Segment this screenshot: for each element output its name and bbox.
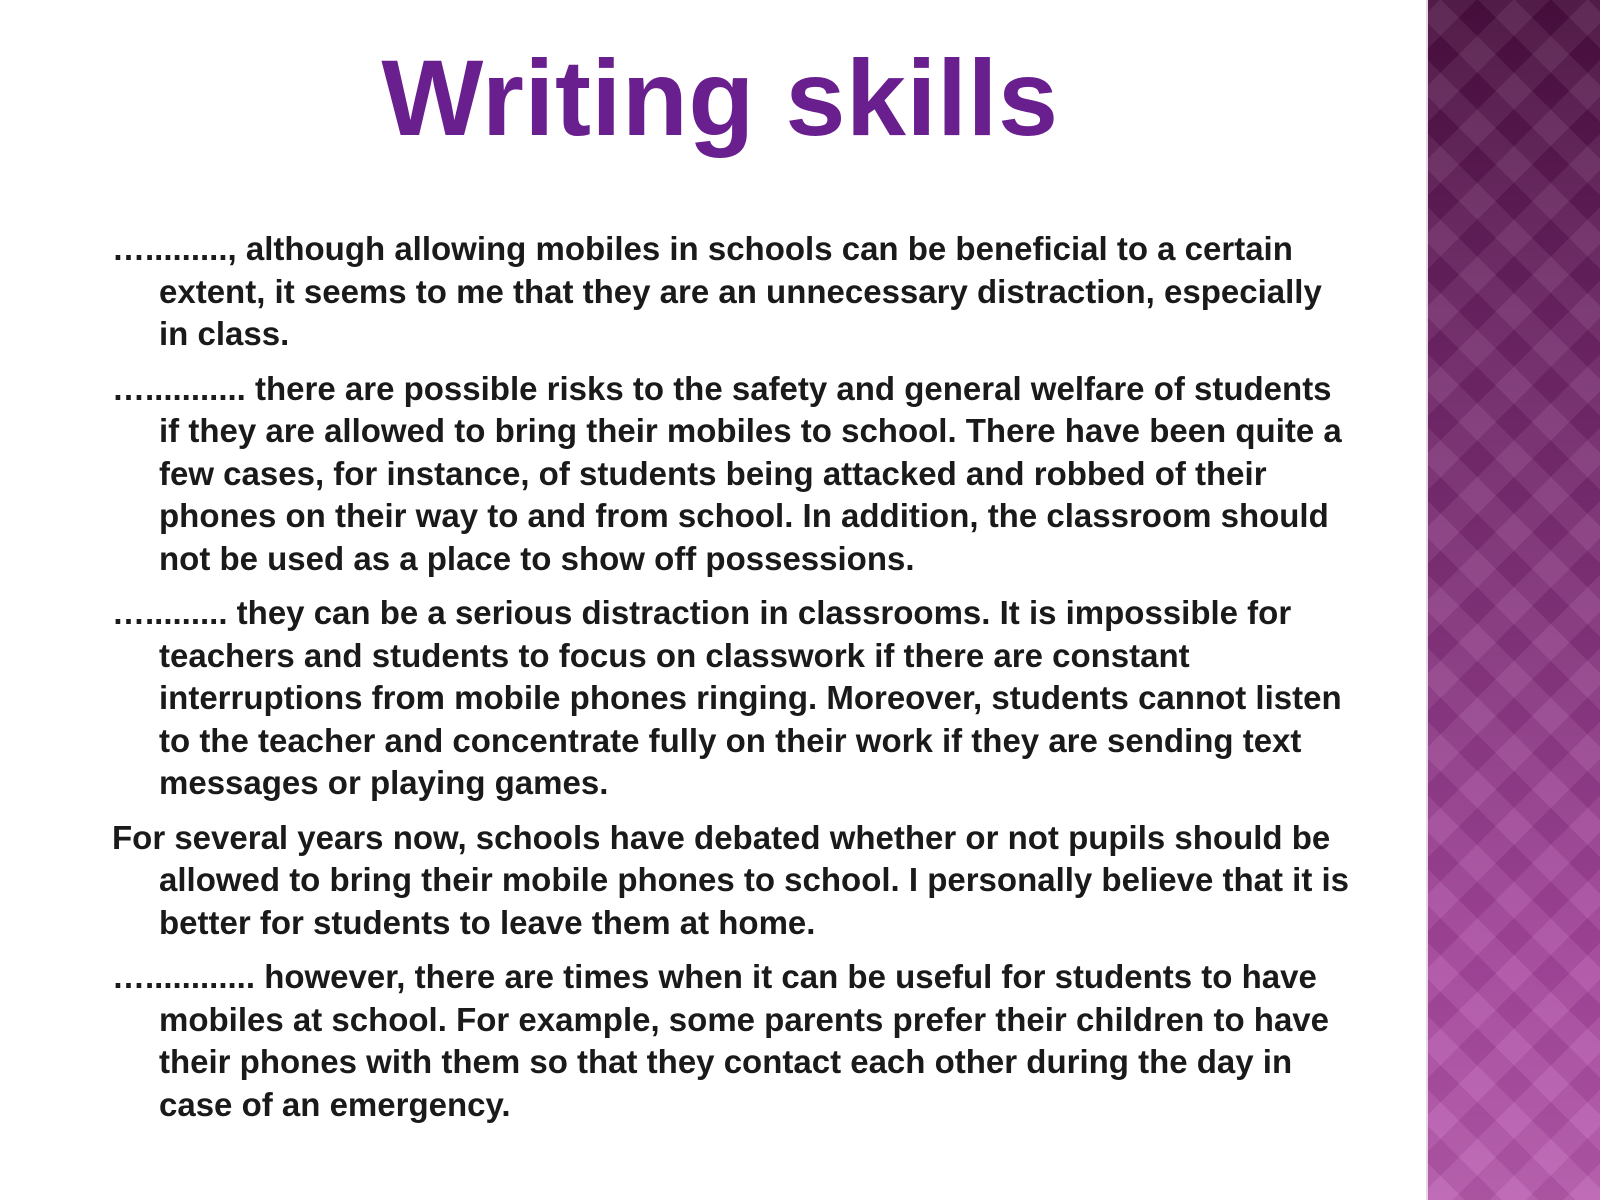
- paragraph-5: …............ however, there are times when it can be useful for students to have mobiles at school. For example, some parents prefer their children to have their phones with them so that they contact each other during the day in case of an emergency.: [112, 958, 1330, 1123]
- slide-body: [112, 228, 1352, 1138]
- paragraph-3: …......... they can be a serious distraction in classrooms. It is impossible for teachers and students to focus on classwork if there are constant interruptions from mobile phones ringing. Moreover, students cannot listen to the teacher and concentrate fully on their work if they are sending text messages or playing games.: [112, 594, 1342, 801]
- paragraph-1: …........., although allowing mobiles in schools can be beneficial to a certain extent, it seems to me that they are an unnecessary distraction, especially in class.: [112, 230, 1322, 352]
- slide-title: Writing skills: [381, 37, 1059, 158]
- paragraph-4: For several years now, schools have debated whether or not pupils should be allowed to bring their mobile phones to school. I personally believe that it is better for students to leave them at home.: [112, 818, 1350, 941]
- decorative-side-panel: [1428, 0, 1600, 1200]
- paragraph-2: …........... there are possible risks to the safety and general welfare of students if they are allowed to bring their mobiles to school. There have been quite a few cases, for instance, of students being attacked and robbed of their phones on their way to and from school. In addition, the classroom should not be used as a place to show off possessions.: [112, 369, 1342, 577]
